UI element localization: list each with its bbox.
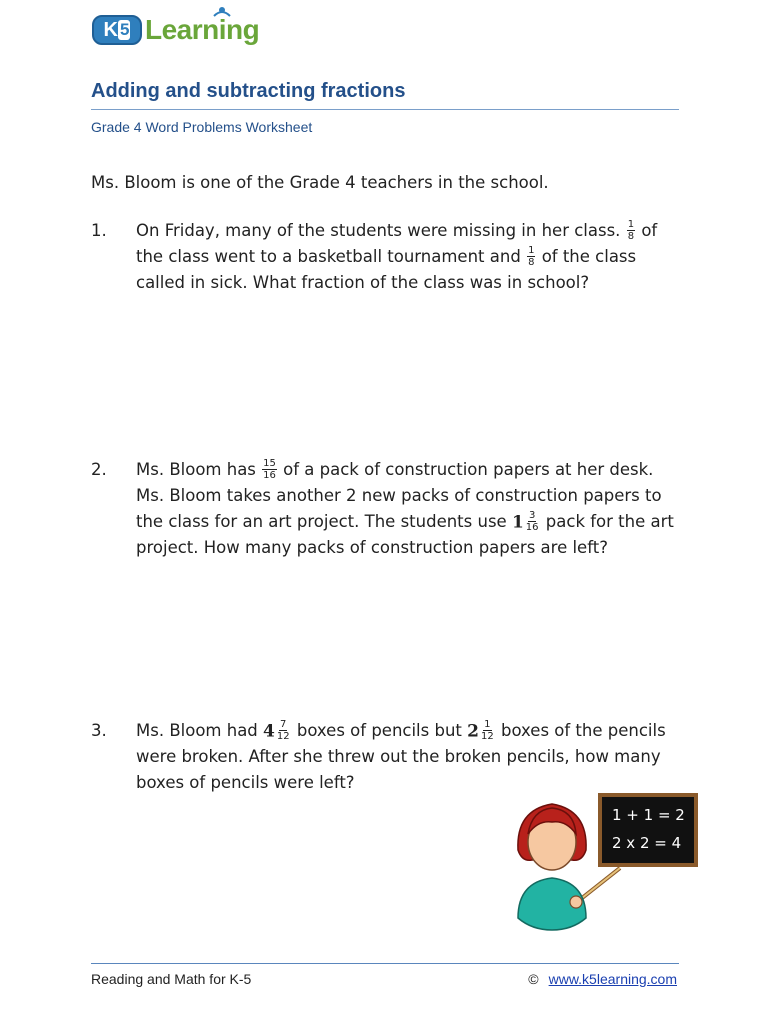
blackboard-line-1: 1 + 1 = 2 [612,806,685,824]
logo-wordmark: Learning [145,14,260,45]
fraction: $\frac{1}{8}$ [627,219,635,242]
problem-number: 3. [91,721,107,740]
fraction: $\frac{1}{12}$ [480,719,494,742]
copyright-symbol: © [528,971,539,987]
k5-logo [92,14,259,46]
problem-number: 1. [91,221,107,240]
fraction: $\frac{15}{16}$ [263,458,276,481]
logo-figure-icon [210,4,234,24]
problem-number: 2. [91,460,107,479]
problem-text: On Friday, many of the students were missing in her class. $\frac{1}{8}$ of the class went to a basketball tournament and $\frac{1}{8}$ of the class called in sick. What fraction of the class was in school? [136,219,658,292]
mixed-number: 2 [467,721,479,742]
footer-divider [91,963,679,964]
intro-text: Ms. Bloom is one of the Grade 4 teachers in the school. [91,173,549,192]
footer-copyright [528,971,677,987]
mixed-number: 4 [263,721,275,742]
worksheet-title: Adding and subtracting fractions [91,80,406,102]
teacher-illustration-icon [512,790,702,940]
fraction: $\frac{1}{8}$ [528,245,535,268]
blackboard-line-2: 2 x 2 = 4 [612,834,682,852]
title-divider [91,109,679,110]
footer-tagline: Reading and Math for K-5 [91,971,252,987]
k5-badge: K 5 [92,15,142,45]
mixed-number: 1 [511,512,524,533]
worksheet-subtitle: Grade 4 Word Problems Worksheet [91,119,313,135]
problem-text: Ms. Bloom had 4 $\frac{7}{12}$ boxes of pencils but 2 $\frac{1}{12}$ boxes of the pencils were broken. After she threw out the broken pencils, how many boxes of pencils were left? [136,719,666,792]
fraction: $\frac{3}{16}$ [525,510,539,533]
k5learning-link[interactable]: www.k5learning.com [548,971,677,987]
fraction: $\frac{7}{12}$ [276,719,290,742]
problem-text: Ms. Bloom has $\frac{15}{16}$ of a pack of construction papers at her desk. Ms. Bloom takes another 2 new packs of construction papers to the class for an art project. The students use 1 $\frac{3}{16}$ pack for the art project. How many packs of construction papers are left? [136,458,674,557]
